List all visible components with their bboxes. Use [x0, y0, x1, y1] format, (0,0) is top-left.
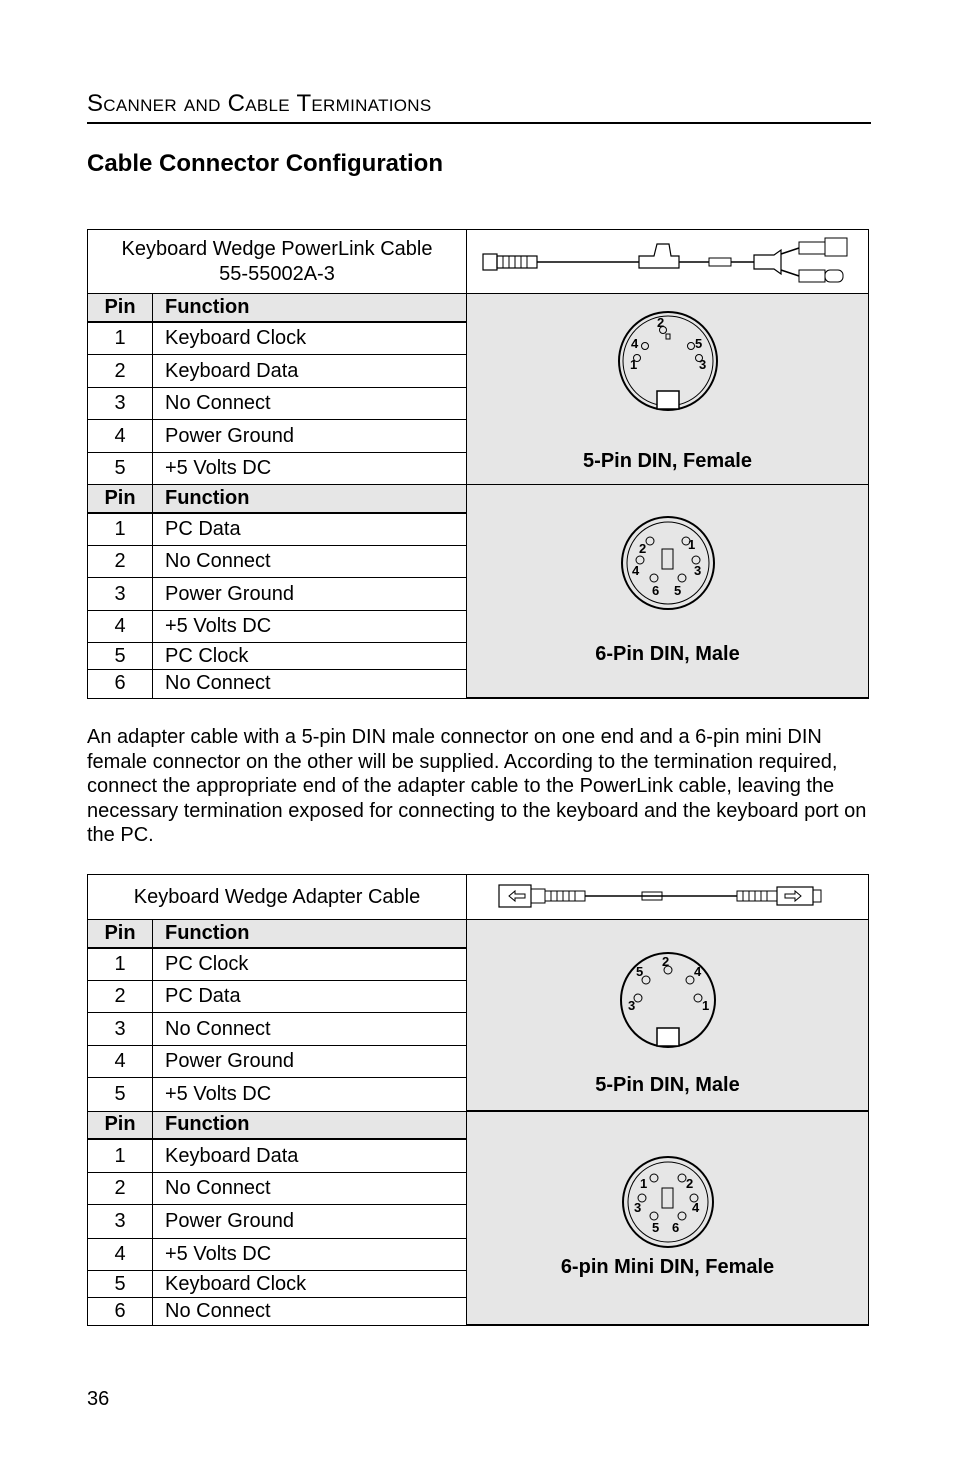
pin-number: 1 — [88, 1139, 153, 1172]
pin-function: Keyboard Clock — [153, 1270, 467, 1297]
connector-diagram-cell — [467, 920, 869, 1112]
pin-function: PC Data — [153, 981, 467, 1013]
connector-label: 5-Pin DIN, Female — [583, 450, 752, 472]
pin-label: 3 — [633, 1200, 641, 1215]
pin-label: 4 — [693, 964, 701, 979]
pin-label: 2 — [661, 954, 669, 969]
powerlink-cable-icon — [479, 232, 859, 292]
pin-label: 4 — [631, 563, 639, 578]
pin-number: 6 — [88, 670, 153, 698]
pin-number: 3 — [88, 1205, 153, 1238]
function-header: Function — [153, 920, 467, 948]
pin-label: 6 — [651, 583, 659, 598]
pin-number: 2 — [88, 1173, 153, 1205]
pin-number: 5 — [88, 643, 153, 670]
cable-part-number: 55-55002A-3 — [219, 262, 335, 285]
section-title: Cable Connector Configuration — [87, 150, 443, 177]
adapter-description: An adapter cable with a 5-pin DIN male connector on one end and a 6-pin mini DIN female connector on the other will be supplied. According to the termination required, connect the appropriate end of the adapter cable to the PowerLink cable, leaving the necessary termination exposed for connecting to the keyboard and the keyboard port on the PC. — [87, 726, 867, 846]
pin-label: 3 — [693, 563, 701, 578]
pin-function: No Connect — [153, 388, 467, 420]
pin-number: 2 — [88, 355, 153, 388]
connector-diagram-cell — [467, 294, 869, 485]
pin-label: 1 — [701, 998, 709, 1013]
pin-function: Keyboard Data — [153, 355, 467, 388]
pin-function: +5 Volts DC — [153, 611, 467, 643]
pin-label: 4 — [691, 1200, 699, 1215]
pin-function: No Connect — [153, 1173, 467, 1205]
chapter-title: Scanner and Cable Terminations — [87, 88, 871, 124]
pin-header: Pin — [88, 1111, 153, 1139]
pin-number: 5 — [88, 1078, 153, 1111]
pin-number: 3 — [88, 388, 153, 420]
pin-number: 2 — [88, 981, 153, 1013]
5-pin-din-female-icon — [613, 306, 723, 416]
pin-function: No Connect — [153, 1013, 467, 1046]
pin-number: 6 — [88, 1298, 153, 1325]
pin-number: 5 — [88, 453, 153, 485]
pin-header: Pin — [88, 920, 153, 948]
pin-header: Pin — [88, 294, 153, 322]
pin-function: +5 Volts DC — [153, 1238, 467, 1270]
pin-number: 4 — [88, 1046, 153, 1078]
pin-label: 5 — [651, 1220, 659, 1235]
pin-number: 3 — [88, 1013, 153, 1046]
connector-diagram-cell — [467, 485, 869, 699]
pin-function: Keyboard Data — [153, 1139, 467, 1172]
cable-name: Keyboard Wedge Adapter Cable — [133, 885, 421, 908]
pin-function: +5 Volts DC — [153, 1078, 467, 1111]
pin-function: PC Clock — [153, 948, 467, 981]
cable-name-cell — [88, 875, 467, 920]
pin-number: 1 — [88, 948, 153, 981]
pin-label: 4 — [630, 336, 638, 351]
pin-number: 1 — [88, 322, 153, 355]
pin-number: 4 — [88, 611, 153, 643]
pin-header: Pin — [88, 485, 153, 513]
pin-label: 3 — [627, 998, 635, 1013]
page-number: 36 — [87, 1388, 110, 1410]
pin-number: 2 — [88, 546, 153, 578]
pin-label: 1 — [687, 537, 695, 552]
pin-number: 1 — [88, 513, 153, 546]
6-pin-din-male-icon — [618, 513, 718, 613]
pin-label: 2 — [656, 315, 664, 330]
pin-label: 1 — [629, 357, 637, 372]
pin-function: Power Ground — [153, 420, 467, 453]
cable-name-cell — [88, 230, 467, 294]
pin-label: 6 — [671, 1220, 679, 1235]
pin-function: +5 Volts DC — [153, 453, 467, 485]
connector-diagram-cell — [467, 1111, 869, 1325]
function-header: Function — [153, 294, 467, 322]
pin-number: 4 — [88, 1238, 153, 1270]
pin-function: PC Data — [153, 513, 467, 546]
pin-label: 5 — [694, 336, 702, 351]
cable-name: Keyboard Wedge PowerLink Cable — [121, 237, 433, 260]
pin-function: No Connect — [153, 546, 467, 578]
pin-function: Power Ground — [153, 1046, 467, 1078]
6-pin-mini-din-female-icon — [620, 1154, 716, 1250]
pin-label: 5 — [635, 964, 643, 979]
powerlink-cable-table — [87, 229, 869, 699]
pin-label: 5 — [673, 583, 681, 598]
pin-function: Power Ground — [153, 1205, 467, 1238]
function-header: Function — [153, 485, 467, 513]
pin-label: 3 — [698, 357, 706, 372]
pin-function: No Connect — [153, 670, 467, 698]
pin-number: 3 — [88, 578, 153, 611]
adapter-cable-icon — [497, 879, 837, 915]
pin-number: 4 — [88, 420, 153, 453]
connector-label: 5-Pin DIN, Male — [595, 1074, 740, 1096]
function-header: Function — [153, 1111, 467, 1139]
pin-function: Keyboard Clock — [153, 322, 467, 355]
adapter-cable-table — [87, 874, 869, 1326]
connector-label: 6-Pin DIN, Male — [595, 643, 740, 665]
pin-function: No Connect — [153, 1298, 467, 1325]
5-pin-din-male-icon — [616, 948, 720, 1052]
pin-label: 2 — [638, 541, 646, 556]
pin-function: Power Ground — [153, 578, 467, 611]
pin-label: 1 — [639, 1176, 647, 1191]
cable-image-cell — [467, 875, 869, 920]
pin-function: PC Clock — [153, 643, 467, 670]
connector-label: 6-pin Mini DIN, Female — [560, 1256, 775, 1278]
cable-image-cell — [467, 230, 869, 294]
pin-number: 5 — [88, 1270, 153, 1297]
pin-label: 2 — [685, 1176, 693, 1191]
